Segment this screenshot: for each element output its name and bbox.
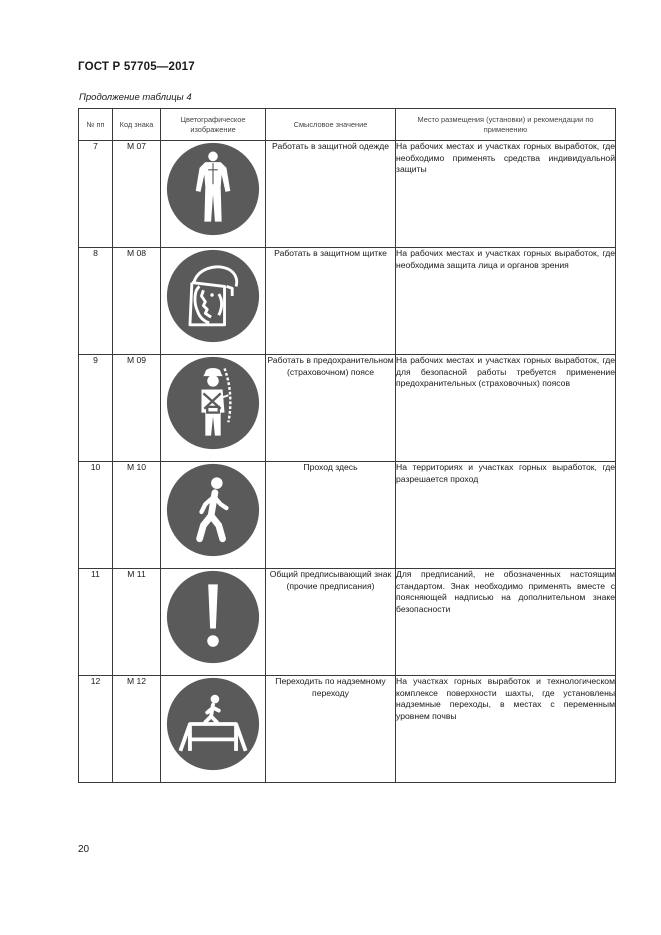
table-row <box>79 248 616 355</box>
sign-meaning: Проход здесь <box>266 462 396 569</box>
sign-code: M 11 <box>113 569 161 676</box>
exclamation-icon <box>165 569 261 665</box>
face-shield-icon <box>165 248 261 344</box>
sign-placement: На рабочих местах и участках горных выработок, где для безопасной работы требуется применение предохранительных (страховочных) поясов <box>396 355 616 462</box>
sign-meaning: Переходить по надземному переходу <box>266 676 396 783</box>
sign-meaning: Работать в защитном щитке <box>266 248 396 355</box>
sign-code: M 09 <box>113 355 161 462</box>
table-row <box>79 355 616 462</box>
sign-code: M 08 <box>113 248 161 355</box>
row-number: 8 <box>79 248 113 355</box>
protective-clothing-icon <box>165 141 261 237</box>
sign-placement: На территориях и участках горных выработок, где разрешается проход <box>396 462 616 569</box>
table-row <box>79 676 616 783</box>
sign-image-cell <box>161 248 266 355</box>
sign-meaning: Работать в предохранительном (страховочном) поясе <box>266 355 396 462</box>
table-row <box>79 141 616 248</box>
row-number: 10 <box>79 462 113 569</box>
safety-harness-icon <box>165 355 261 451</box>
row-number: 12 <box>79 676 113 783</box>
column-header-num: № пп <box>79 109 113 141</box>
row-number: 9 <box>79 355 113 462</box>
sign-meaning: Работать в защитной одежде <box>266 141 396 248</box>
sign-image-cell <box>161 569 266 676</box>
signs-table <box>78 108 616 783</box>
column-header-image: Цветографическое изображение <box>161 109 266 141</box>
sign-placement: На рабочих местах и участках горных выработок, где необходимо применять средства индивидуальной защиты <box>396 141 616 248</box>
document-standard: ГОСТ Р 57705—2017 <box>78 61 195 73</box>
table-header-row <box>79 109 616 141</box>
pedestrian-icon <box>165 462 261 558</box>
sign-code: M 12 <box>113 676 161 783</box>
sign-image-cell <box>161 676 266 783</box>
sign-image-cell <box>161 462 266 569</box>
table-row <box>79 462 616 569</box>
column-header-meaning: Смысловое значение <box>266 109 396 141</box>
sign-placement: Для предписаний, не обозначенных настоящим стандартом. Знак необходимо применять вместе с поясняющей надписью на дополнительном знаке безопасности <box>396 569 616 676</box>
overpass-crossing-icon <box>165 676 261 772</box>
sign-placement: На рабочих местах и участках горных выработок, где необходима защита лица и органов зрения <box>396 248 616 355</box>
table-caption: Продолжение таблицы 4 <box>79 92 192 103</box>
page-number: 20 <box>78 844 90 855</box>
table-row <box>79 569 616 676</box>
sign-placement: На участках горных выработок и технологическом комплексе поверхности шахты, где установлены надземные переходы, в местах с переменным уровнем почвы <box>396 676 616 783</box>
sign-image-cell <box>161 141 266 248</box>
column-header-code: Код знака <box>113 109 161 141</box>
sign-meaning: Общий предписывающий знак (прочие предписания) <box>266 569 396 676</box>
row-number: 11 <box>79 569 113 676</box>
row-number: 7 <box>79 141 113 248</box>
sign-code: M 10 <box>113 462 161 569</box>
sign-code: M 07 <box>113 141 161 248</box>
sign-image-cell <box>161 355 266 462</box>
column-header-placement: Место размещения (установки) и рекомендации по применению <box>396 109 616 141</box>
